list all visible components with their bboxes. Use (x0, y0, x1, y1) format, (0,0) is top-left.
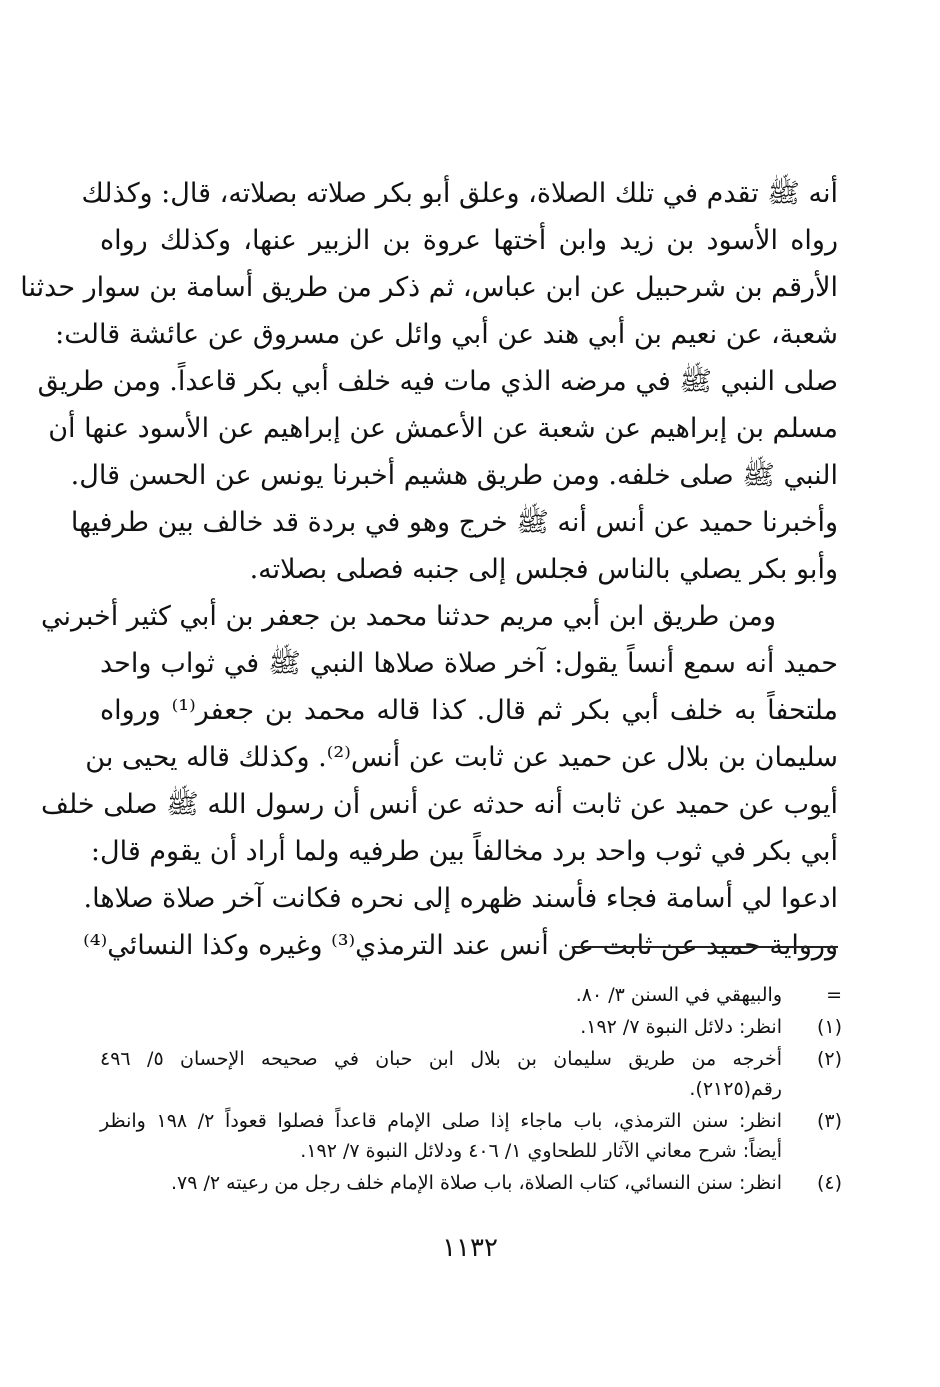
footnote-text: أخرجه من طريق سليمان بن بلال ابن حبان في صحيحه الإحسان ٥/ ٤٩٦ (100, 1048, 782, 1070)
footnote-1 (100, 1012, 842, 1042)
footnote-divider (574, 946, 838, 948)
footnote-marker: = (826, 984, 842, 1006)
footnote-2 (100, 1044, 842, 1104)
footnote-marker: (٤) (816, 1172, 842, 1194)
body-line: سليمان بن بلال عن حميد عن ثابت عن أنس⁽²⁾. وكذلك قاله يحيى بن (85, 742, 838, 773)
body-line: الأرقم بن شرحبيل عن ابن عباس، ثم ذكر من طريق أسامة بن سوار حدثنا (20, 272, 838, 303)
body-line: شعبة، عن نعيم بن أبي هند عن أبي وائل عن مسروق عن عائشة قالت: (55, 319, 838, 350)
body-line: أبي بكر في ثوب واحد برد مخالفاً بين طرفيه ولما أراد أن يقوم قال: (90, 836, 838, 867)
body-line: ومن طريق ابن أبي مريم حدثنا محمد بن جعفر بن أبي كثير أخبرني (40, 601, 776, 632)
footnote-3 (100, 1106, 842, 1166)
footnote-marker: (٣) (816, 1110, 842, 1132)
body-line: ملتحفاً به خلف أبي بكر ثم قال. كذا قاله محمد بن جعفر⁽¹⁾ ورواه (100, 695, 838, 726)
body-line: رواه الأسود بن زيد وابن أختها عروة بن الزبير عنها، وكذلك رواه (100, 225, 838, 256)
body-line: وأبو بكر يصلي بالناس فجلس إلى جنبه فصلى بصلاته. (249, 554, 838, 585)
footnote-text: انظر: سنن النسائي، كتاب الصلاة، باب صلاة الإمام خلف رجل من رعيته ٢/ ٧٩. (170, 1172, 782, 1194)
body-line: وأخبرنا حميد عن أنس أنه ﷺ خرج وهو في بردة قد خالف بين طرفيها (70, 507, 838, 538)
footnote-text: انظر: دلائل النبوة ٧/ ١٩٢. (580, 1016, 782, 1038)
footnote-text: انظر: سنن الترمذي، باب ماجاء إذا صلى الإمام قاعداً فصلوا قعوداً ٢/ ١٩٨ وانظر (100, 1110, 782, 1132)
footnotes (100, 980, 842, 1200)
body-line: حميد أنه سمع أنساً يقول: آخر صلاة صلاها النبي ﷺ في ثواب واحد (100, 648, 838, 679)
body-line: أيوب عن حميد عن ثابت أنه حدثه عن أنس أن رسول الله ﷺ صلى خلف (41, 789, 838, 820)
footnote-marker: (١) (816, 1016, 842, 1038)
footnote-continuation (100, 980, 842, 1010)
body-line: مسلم بن إبراهيم عن شعبة عن الأعمش عن إبراهيم عن الأسود عنها أن (48, 413, 838, 444)
main-body-text (20, 170, 838, 969)
footnote-text: والبيهقي في السنن ٣/ ٨٠. (575, 984, 782, 1006)
body-line: ورواية حميد عن ثابت عن أنس عند الترمذي⁽³⁾ وغيره وكذا النسائي⁽⁴⁾ (83, 930, 838, 961)
footnote-text: أيضاً: شرح معاني الآثار للطحاوي ١/ ٤٠٦ ودلائل النبوة ٧/ ١٩٢. (300, 1140, 782, 1162)
body-line: ادعوا لي أسامة فجاء فأسند ظهره إلى نحره فكانت آخر صلاة صلاها. (83, 883, 838, 914)
page-number: ١١٣٢ (442, 1233, 498, 1263)
body-line: صلى النبي ﷺ في مرضه الذي مات فيه خلف أبي بكر قاعداً. ومن طريق (37, 366, 838, 397)
body-line: النبي ﷺ صلى خلفه. ومن طريق هشيم أخبرنا يونس عن الحسن قال. (70, 460, 838, 491)
body-line: أنه ﷺ تقدم في تلك الصلاة، وعلق أبو بكر صلاته بصلاته، قال: وكذلك (81, 178, 838, 209)
footnote-4 (100, 1168, 842, 1198)
footnote-text: رقم(٢١٢٥). (689, 1078, 782, 1100)
footnote-marker: (٢) (816, 1048, 842, 1070)
